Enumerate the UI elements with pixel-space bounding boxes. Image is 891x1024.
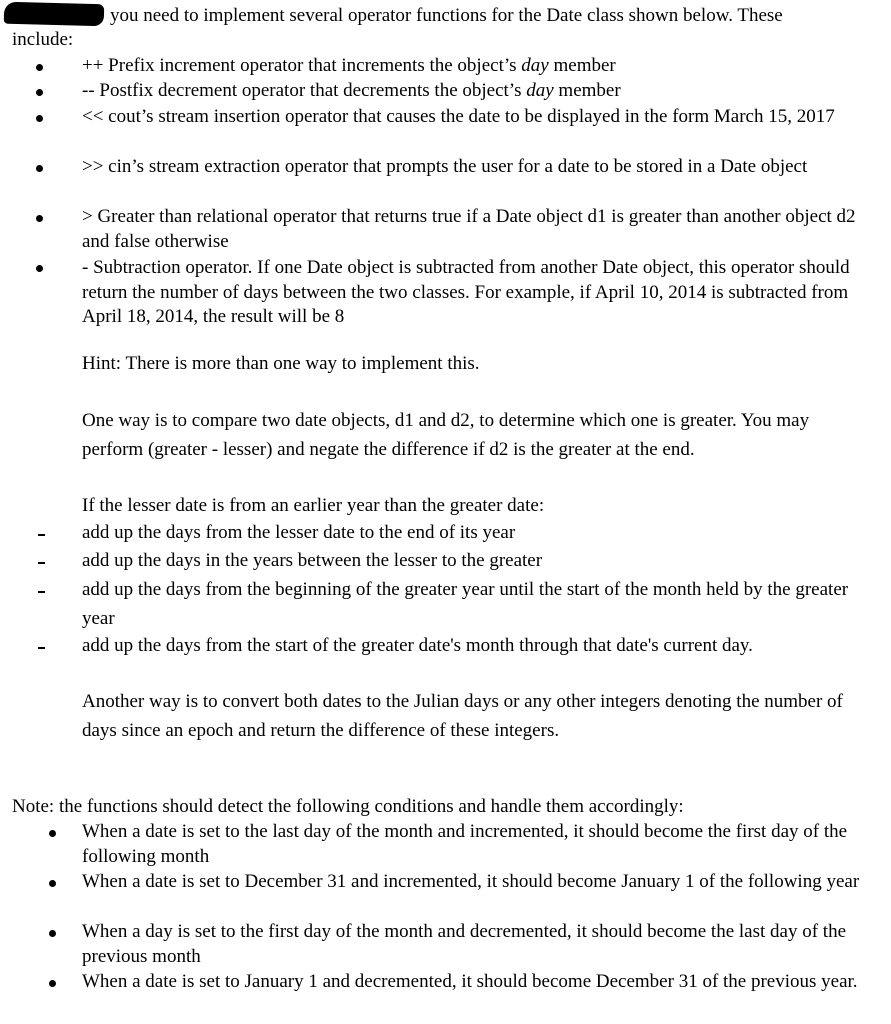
lesser-date-intro: If the lesser date is from an earlier year than the greater date: [82,495,545,516]
list-item [82,54,882,79]
way-two-paragraph: Another way is to convert both dates to the Julian days or any other integers denoting the number of days since an epoch and return the difference of these integers. [82,691,843,741]
list-item: When a date is set to January 1 and decremented, it should become December 31 of the previous year. [82,971,858,992]
intro-line-2: include: [12,29,74,50]
list-item [82,79,882,104]
dash-icon [38,562,45,564]
list-item: - Subtraction operator. If one Date object is subtracted from another Date object, this operator should return the number of days between the two classes. For example, if April 10, 2014 is subtracted from April 18, 2014, the result will be 8 [82,257,850,327]
bullet-icon [49,830,56,837]
redaction-mark [4,2,105,27]
hint-text: Hint: There is more than one way to implement this. [82,353,480,374]
list-item: add up the days from the start of the greater date's month through that date's current day. [82,635,753,656]
list-item: add up the days in the years between the lesser to the greater [82,550,543,571]
dash-icon [38,534,45,536]
operator-prefix-increment-text: ++ Prefix increment operator that increments the object’s [82,55,522,76]
list-item: When a date is set to the last day of the month and incremented, it should become the first day of the following month [82,821,848,867]
dash-icon [38,591,45,593]
bullet-icon [36,165,43,172]
bullet-icon [36,215,43,222]
way-one-paragraph: One way is to compare two date objects, d1 and d2, to determine which one is greater. You may perform (greater - lesser) and negate the difference if d2 is the greater at the end. [82,410,810,460]
list-item: << cout’s stream insertion operator that causes the date to be displayed in the form March 15, 2017 [82,106,835,127]
bullet-icon [49,880,56,887]
list-item: When a date is set to December 31 and incremented, it should become January 1 of the following year [82,871,860,892]
bullet-icon [49,930,56,937]
intro-line-1: you need to implement several operator functions for the Date class shown below. These [110,5,783,26]
operator-suffix-text: member [548,55,616,76]
bullet-icon [36,265,43,272]
list-item: add up the days from the lesser date to the end of its year [82,522,516,543]
bullet-icon [36,64,43,71]
operator-suffix-text: member [553,80,621,101]
list-item: When a day is set to the first day of the month and decremented, it should become the last day of the previous month [82,921,846,967]
list-item: >> cin’s stream extraction operator that prompts the user for a date to be stored in a Date object [82,156,808,177]
day-emphasis: day [526,80,554,101]
bullet-icon [36,89,43,96]
dash-icon [38,647,45,649]
list-item: add up the days from the beginning of the greater year until the start of the month held by the greater year [82,579,849,629]
operator-postfix-decrement-text: -- Postfix decrement operator that decrements the object’s [82,80,527,101]
bullet-icon [49,980,56,987]
note-heading: Note: the functions should detect the following conditions and handle them accordingly: [12,796,684,817]
list-item: > Greater than relational operator that returns true if a Date object d1 is greater than another object d2 and false otherwise [82,206,856,252]
bullet-icon [36,115,43,122]
day-emphasis: day [521,55,549,76]
